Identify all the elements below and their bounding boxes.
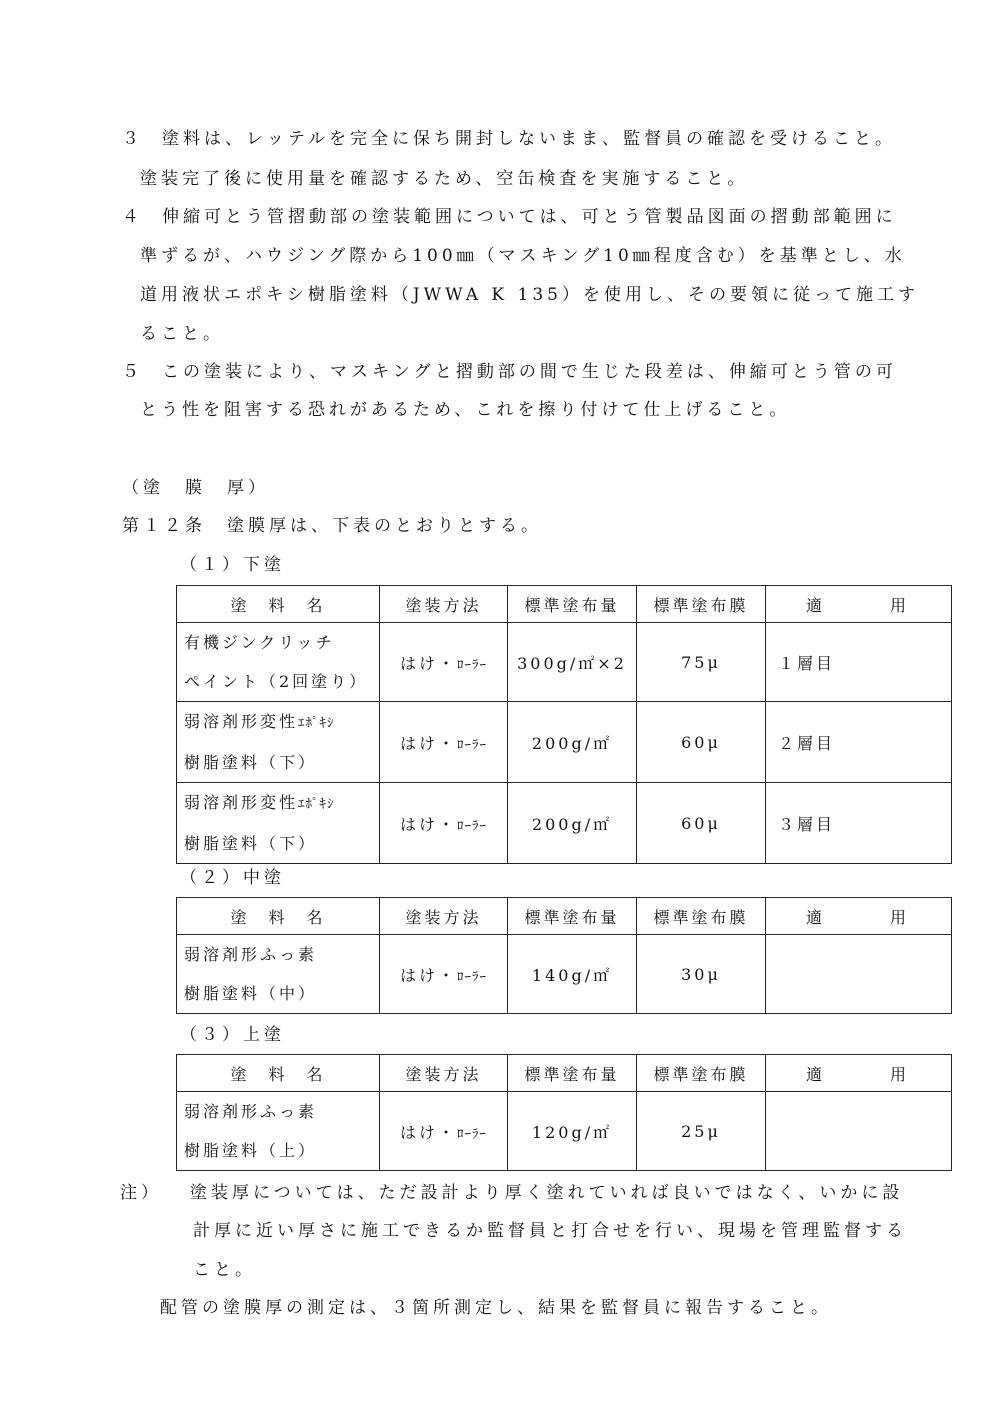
- application-layer: ３層目: [766, 783, 952, 864]
- standard-amount: 120g/㎡: [508, 1092, 637, 1171]
- table-title-topcoat: （３）上塗: [180, 1025, 285, 1045]
- header-method: 塗装方法: [380, 898, 508, 935]
- header-method: 塗装方法: [380, 1055, 508, 1092]
- application-method: はけ・ﾛｰﾗｰ: [380, 623, 508, 702]
- topcoat-table: [176, 1054, 952, 1171]
- item-4-line-3: 道用液状エポキシ樹脂塗料（JWWA K 135）を使用し、その要領に従って施工す: [140, 285, 919, 305]
- header-amount: 標準塗布量: [508, 586, 637, 623]
- header-amount: 標準塗布量: [508, 898, 637, 935]
- standard-film: 30μ: [637, 935, 766, 1014]
- table-header-row: [177, 898, 952, 935]
- application-method: はけ・ﾛｰﾗｰ: [380, 935, 508, 1014]
- item-number: ４: [122, 207, 143, 227]
- table-row: [177, 935, 952, 1014]
- note-label: 注）: [120, 1183, 162, 1203]
- table-title-midcoat: （２）中塗: [180, 868, 285, 888]
- standard-film: 60μ: [637, 783, 766, 864]
- section-heading: （塗 膜 厚）: [122, 478, 269, 498]
- standard-amount: 140g/㎡: [508, 935, 637, 1014]
- standard-amount: 200g/㎡: [508, 702, 637, 783]
- item-5-line-2: とう性を阻害する恐れがあるため、これを擦り付けて仕上げること。: [140, 400, 791, 420]
- table-row: [177, 702, 952, 783]
- table-row: [177, 623, 952, 702]
- item-3-line-2: 塗装完了後に使用量を確認するため、空缶検査を実施すること。: [140, 169, 749, 189]
- midcoat-table: [176, 897, 952, 1014]
- application-layer: [766, 1092, 952, 1171]
- table-row: [177, 783, 952, 864]
- header-name: 塗 料 名: [177, 1055, 380, 1092]
- header-use: 適 用: [766, 586, 952, 623]
- paint-name: 弱溶剤形変性ｴﾎﾟｷｼ 樹脂塗料（下）: [177, 783, 380, 864]
- application-layer: ２層目: [766, 702, 952, 783]
- application-method: はけ・ﾛｰﾗｰ: [380, 1092, 508, 1171]
- standard-film: 25μ: [637, 1092, 766, 1171]
- header-use: 適 用: [766, 898, 952, 935]
- header-use: 適 用: [766, 1055, 952, 1092]
- application-layer: [766, 935, 952, 1014]
- note-line-1: 塗装厚については、ただ設計より厚く塗れていれば良いではなく、いかに設: [190, 1183, 904, 1203]
- header-film: 標準塗布膜: [637, 1055, 766, 1092]
- article-12: 第１２条 塗膜厚は、下表のとおりとする。: [122, 516, 542, 536]
- header-amount: 標準塗布量: [508, 1055, 637, 1092]
- note-line-2: 計厚に近い厚さに施工できるか監督員と打合せを行い、現場を管理監督する: [193, 1221, 907, 1241]
- item-4-line-1: ４ 伸縮可とう管摺動部の塗装範囲については、可とう管製品図面の摺動部範囲に: [122, 207, 897, 227]
- item-4-line-4: ること。: [140, 324, 224, 344]
- note-line-3: こと。: [193, 1260, 256, 1280]
- paint-name: 弱溶剤形ふっ素 樹脂塗料（上）: [177, 1092, 380, 1171]
- header-name: 塗 料 名: [177, 586, 380, 623]
- item-number: ５: [122, 362, 143, 382]
- standard-amount: 200g/㎡: [508, 783, 637, 864]
- header-film: 標準塗布膜: [637, 898, 766, 935]
- undercoat-table: [176, 585, 952, 864]
- standard-film: 75μ: [637, 623, 766, 702]
- table-row: [177, 1092, 952, 1171]
- item-5-line-1: ５ この塗装により、マスキングと摺動部の間で生じた段差は、伸縮可とう管の可: [122, 362, 897, 382]
- table-header-row: [177, 586, 952, 623]
- application-method: はけ・ﾛｰﾗｰ: [380, 702, 508, 783]
- paint-name: 弱溶剤形ふっ素 樹脂塗料（中）: [177, 935, 380, 1014]
- standard-film: 60μ: [637, 702, 766, 783]
- header-method: 塗装方法: [380, 586, 508, 623]
- item-4-line-2: 準ずるが、ハウジング際から100㎜（マスキング10㎜程度含む）を基準とし、水: [140, 246, 906, 266]
- application-method: はけ・ﾛｰﾗｰ: [380, 783, 508, 864]
- item-3-line-1: ３ 塗料は、レッテルを完全に保ち開封しないまま、監督員の確認を受けること。: [122, 129, 896, 149]
- standard-amount: 300g/㎡×2: [508, 623, 637, 702]
- table-header-row: [177, 1055, 952, 1092]
- header-film: 標準塗布膜: [637, 586, 766, 623]
- application-layer: １層目: [766, 623, 952, 702]
- table-title-undercoat: （１）下塗: [180, 555, 285, 575]
- item-number: ３: [122, 129, 143, 149]
- paint-name: 有機ジンクリッチ ペイント（2回塗り）: [177, 623, 380, 702]
- paint-name: 弱溶剤形変性ｴﾎﾟｷｼ 樹脂塗料（下）: [177, 702, 380, 783]
- note-line-4: 配管の塗膜厚の測定は、３箇所測定し、結果を監督員に報告すること。: [160, 1298, 832, 1318]
- header-name: 塗 料 名: [177, 898, 380, 935]
